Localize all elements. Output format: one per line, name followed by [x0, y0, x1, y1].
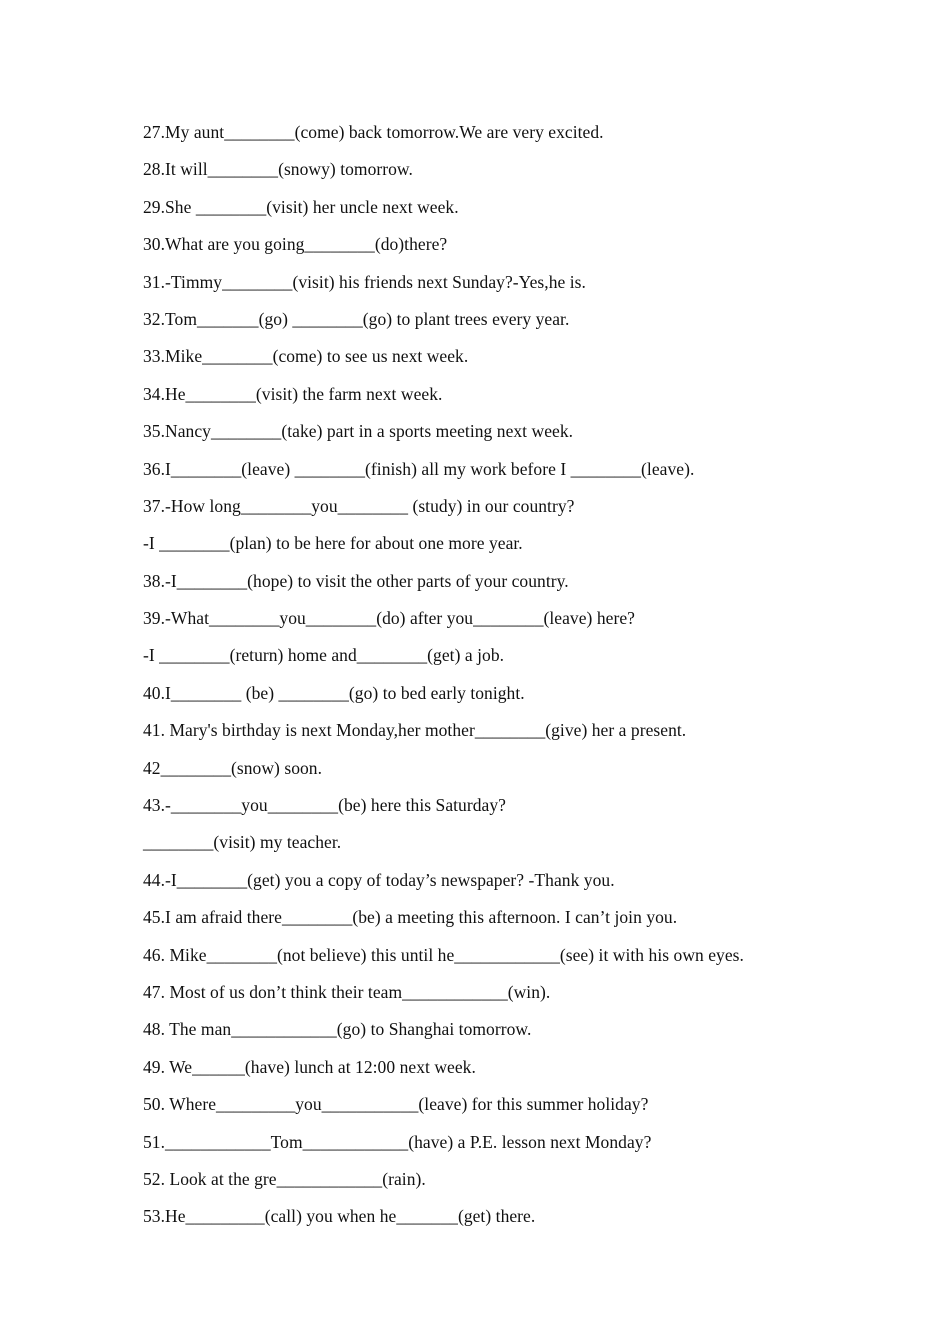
exercise-line: 37.-How long________you________ (study) in our country?: [143, 495, 575, 516]
exercise-line: 29.She ________(visit) her uncle next week.: [143, 196, 459, 217]
exercise-list: [143, 118, 923, 1240]
exercise-line: 44.-I________(get) you a copy of today’s newspaper? -Thank you.: [143, 869, 615, 890]
exercise-line: 36.I________(leave) ________(finish) all my work before I ________(leave).: [143, 458, 695, 479]
exercise-line: 47. Most of us don’t think their team____________(win).: [143, 981, 551, 1002]
exercise-line: -I ________(return) home and________(get) a job.: [143, 645, 505, 666]
exercise-line: 42________(snow) soon.: [143, 757, 323, 778]
exercise-line: 51.____________Tom____________(have) a P.E. lesson next Monday?: [143, 1131, 652, 1152]
exercise-line: -I ________(plan) to be here for about one more year.: [143, 533, 523, 554]
exercise-line: 53.He_________(call) you when he_______(get) there.: [143, 1206, 536, 1227]
exercise-line: 34.He________(visit) the farm next week.: [143, 383, 443, 404]
exercise-line: 52. Look at the gre____________(rain).: [143, 1168, 426, 1189]
exercise-line: 49. We______(have) lunch at 12:00 next week.: [143, 1056, 476, 1077]
exercise-line: 39.-What________you________(do) after you________(leave) here?: [143, 608, 635, 629]
exercise-line: 38.-I________(hope) to visit the other parts of your country.: [143, 570, 569, 591]
exercise-line: 27.My aunt________(come) back tomorrow.We are very excited.: [143, 122, 604, 142]
exercise-line: 31.-Timmy________(visit) his friends next Sunday?-Yes,he is.: [143, 271, 586, 292]
exercise-line: 48. The man____________(go) to Shanghai tomorrow.: [143, 1019, 532, 1040]
exercise-line: 50. Where_________you___________(leave) for this summer holiday?: [143, 1094, 649, 1115]
exercise-line: 30.What are you going________(do)there?: [143, 234, 448, 255]
exercise-line: 28.It will________(snowy) tomorrow.: [143, 159, 413, 180]
exercise-line: ________(visit) my teacher.: [143, 832, 342, 853]
exercise-line: 45.I am afraid there________(be) a meeting this afternoon. I can’t join you.: [143, 907, 678, 928]
exercise-line: 41. Mary's birthday is next Monday,her mother________(give) her a present.: [143, 720, 687, 741]
exercise-line: 46. Mike________(not believe) this until he____________(see) it with his own eyes.: [143, 944, 744, 965]
exercise-line: 32.Tom_______(go) ________(go) to plant trees every year.: [143, 308, 570, 329]
exercise-line: 40.I________ (be) ________(go) to bed early tonight.: [143, 682, 525, 703]
exercise-line: 35.Nancy________(take) part in a sports meeting next week.: [143, 421, 574, 442]
exercise-line: 43.-________you________(be) here this Saturday?: [143, 795, 506, 816]
exercise-line: 33.Mike________(come) to see us next week.: [143, 346, 469, 367]
